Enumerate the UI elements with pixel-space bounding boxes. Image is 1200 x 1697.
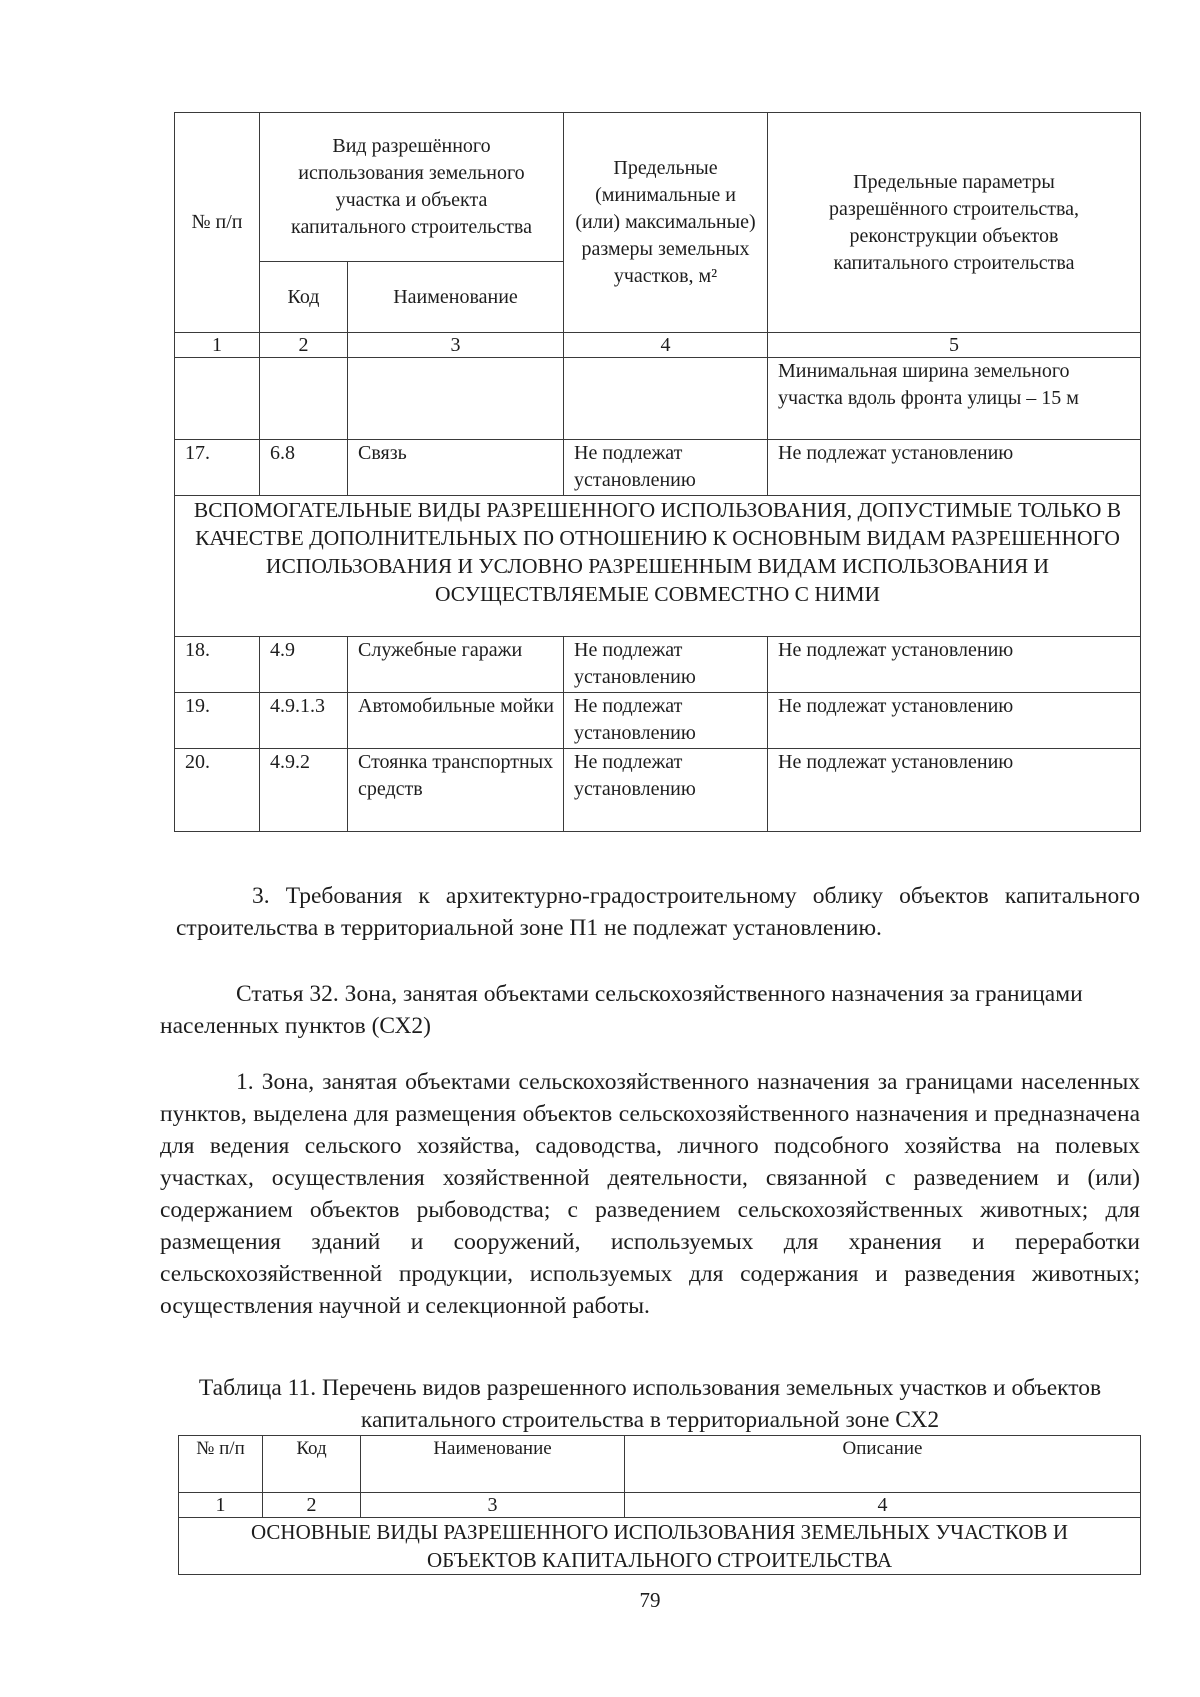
col-number: 4	[625, 1493, 1141, 1518]
cell-num: 20.	[175, 749, 260, 832]
cell-params: Не подлежат установлению	[768, 693, 1141, 749]
cell-num: 19.	[175, 693, 260, 749]
cell-sizes: Не подлежат установлению	[564, 440, 768, 496]
article-title: Статья 32. Зона, занятая объектами сельскохозяйственного назначения за границами населенных пунктов (СХ2)	[160, 981, 1083, 1039]
table-row	[175, 749, 1141, 832]
header-name: Наименование	[361, 1436, 625, 1493]
header-vid: Вид разрешённого использования земельного участка и объекта капитального строительства	[260, 113, 564, 262]
column-numbers-row	[179, 1493, 1141, 1518]
cell-name: Стоянка транспортных средств	[348, 749, 564, 832]
cell-sizes: Не подлежат установлению	[564, 693, 768, 749]
header-desc: Описание	[625, 1436, 1141, 1493]
cell-kod: 4.9.2	[260, 749, 348, 832]
table-row	[175, 637, 1141, 693]
zone-sx2-table	[178, 1435, 1141, 1575]
cell-params: Минимальная ширина земельного участка вдоль фронта улицы – 15 м	[768, 358, 1141, 440]
table-caption: Таблица 11. Перечень видов разрешенного использования земельных участков и объектов капитального строительства в территориальной зоне СХ2	[198, 1375, 1102, 1433]
cell-sizes: Не подлежат установлению	[564, 749, 768, 832]
table-row	[175, 358, 1141, 440]
cell-sizes: Не подлежат установлению	[564, 637, 768, 693]
cell-kod: 4.9	[260, 637, 348, 693]
page-number: 79	[639, 1588, 661, 1612]
cell-params: Не подлежат установлению	[768, 749, 1141, 832]
header-num: № п/п	[179, 1436, 263, 1493]
col-number: 3	[361, 1493, 625, 1518]
header-kod: Код	[260, 262, 348, 333]
header-name: Наименование	[348, 262, 564, 333]
col-number: 2	[260, 333, 348, 358]
cell-num: 18.	[175, 637, 260, 693]
header-kod: Код	[263, 1436, 361, 1493]
cell-name: Служебные гаражи	[348, 637, 564, 693]
header-sizes: Предельные (минимальные и (или) максимальные) размеры земельных участков, м²	[564, 113, 768, 333]
col-number: 1	[175, 333, 260, 358]
cell-kod: 4.9.1.3	[260, 693, 348, 749]
col-number: 3	[348, 333, 564, 358]
cell-kod: 6.8	[260, 440, 348, 496]
cell-name: Связь	[348, 440, 564, 496]
paragraph-1: 1. Зона, занятая объектами сельскохозяйственного назначения за границами населенных пунктов, выделена для размещения объектов сельскохозяйственного назначения и предназначена для ведения сельского хозяйства, садоводства, личного подсобного хозяйства на полевых участках, осуществления хозяйственной деятельности, связанной с разведением и (или) содержанием объектов рыбоводства; с разведением сельскохозяйственных животных; для размещения зданий и сооружений, используемых для хранения и переработки сельскохозяйственной продукции, используемых для содержания и разведения животных; осуществления научной и селекционной работы.	[160, 1068, 1140, 1319]
table-row	[175, 693, 1141, 749]
column-numbers-row	[175, 333, 1141, 358]
section-header: ОСНОВНЫЕ ВИДЫ РАЗРЕШЕННОГО ИСПОЛЬЗОВАНИЯ ЗЕМЕЛЬНЫХ УЧАСТКОВ И ОБЪЕКТОВ КАПИТАЛЬНОГО СТРОИТЕЛЬСТВА	[179, 1518, 1141, 1575]
col-number: 5	[768, 333, 1141, 358]
zone-p1-table	[174, 112, 1141, 832]
col-number: 4	[564, 333, 768, 358]
table-row	[175, 440, 1141, 496]
col-number: 2	[263, 1493, 361, 1518]
cell-name: Автомобильные мойки	[348, 693, 564, 749]
cell-params: Не подлежат установлению	[768, 637, 1141, 693]
col-number: 1	[179, 1493, 263, 1518]
header-num: № п/п	[175, 113, 260, 333]
section-header: ВСПОМОГАТЕЛЬНЫЕ ВИДЫ РАЗРЕШЕННОГО ИСПОЛЬЗОВАНИЯ, ДОПУСТИМЫЕ ТОЛЬКО В КАЧЕСТВЕ ДОПОЛНИТЕЛЬНЫХ ПО ОТНОШЕНИЮ К ОСНОВНЫМ ВИДАМ РАЗРЕШЕННОГО ИСПОЛЬЗОВАНИЯ И УСЛОВНО РАЗРЕШЕННЫМ ВИДАМ ИСПОЛЬЗОВАНИЯ И ОСУЩЕСТВЛЯЕМЫЕ СОВМЕСТНО С НИМИ	[175, 496, 1141, 637]
cell-num: 17.	[175, 440, 260, 496]
paragraph-3: 3. Требования к архитектурно-градостроительному облику объектов капитального строительства в территориальной зоне П1 не подлежат установлению.	[176, 882, 1140, 941]
cell-params: Не подлежат установлению	[768, 440, 1141, 496]
header-params: Предельные параметры разрешённого строительства, реконструкции объектов капитального строительства	[768, 113, 1141, 333]
